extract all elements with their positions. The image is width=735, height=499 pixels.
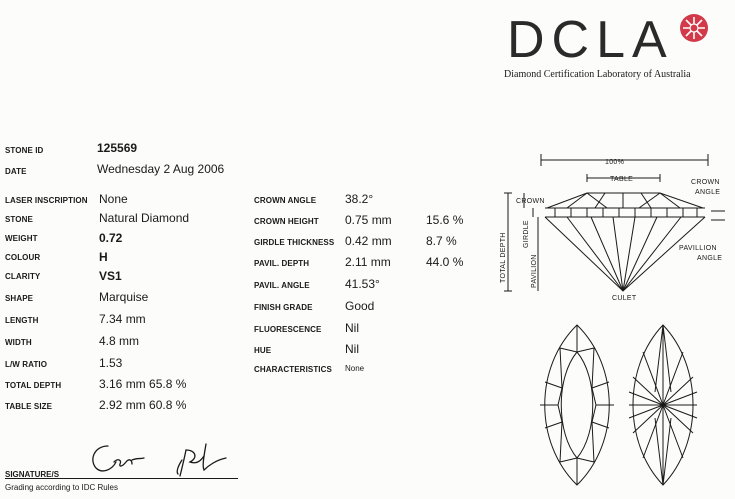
crown-height-label: CROWN HEIGHT: [254, 217, 319, 226]
crown-angle-diagram-label-line1: CROWN: [691, 179, 720, 186]
stone-value: Natural Diamond: [99, 211, 190, 225]
colour-label: COLOUR: [5, 253, 41, 262]
signature-line: [5, 478, 238, 479]
stone-id-label: STONE ID: [5, 146, 44, 155]
shape-value: Marquise: [99, 290, 149, 304]
lab-full-name: Diamond Certification Laboratory of Australia: [504, 69, 691, 80]
handwritten-signatures: [86, 436, 236, 478]
crown-height-percent: 15.6 %: [426, 213, 464, 227]
stone-id-value: 125569: [97, 141, 138, 155]
girdle-thickness-value: 0.42 mm: [345, 234, 392, 248]
signature-label: SIGNATURE/S: [5, 470, 60, 479]
girdle-thickness-label: GIRDLE THICKNESS: [254, 238, 335, 247]
pavilion-diagram-label: PAVILION: [531, 254, 538, 288]
crown-diagram-label: CROWN: [516, 198, 545, 205]
fluorescence-label: FLUORESCENCE: [254, 325, 322, 334]
crown-height-value: 0.75 mm: [345, 213, 392, 227]
length-label: LENGTH: [5, 316, 39, 325]
pavil-depth-label: PAVIL. DEPTH: [254, 259, 310, 268]
total-depth-diagram-label: TOTAL DEPTH: [500, 232, 507, 283]
lab-logo: DCLA: [507, 11, 674, 69]
weight-label: WEIGHT: [5, 234, 38, 243]
finish-grade-label: FINISH GRADE: [254, 303, 313, 312]
culet-diagram-label: CULET: [612, 295, 637, 302]
grading-note: Grading according to IDC Rules: [5, 483, 118, 492]
finish-grade-value: Good: [345, 299, 375, 313]
shape-label: SHAPE: [5, 294, 34, 303]
width-percent-label: 100%: [605, 159, 625, 166]
hue-label: HUE: [254, 346, 272, 355]
pavil-angle-label: PAVIL. ANGLE: [254, 281, 310, 290]
width-label: WIDTH: [5, 338, 32, 347]
clarity-value: VS1: [99, 269, 122, 283]
pavillion-angle-diagram-label-line1: PAVILLION: [679, 245, 717, 252]
clarity-label: CLARITY: [5, 272, 41, 281]
hue-value: Nil: [345, 342, 359, 356]
fluorescence-value: Nil: [345, 321, 359, 335]
table-size-label: TABLE SIZE: [5, 402, 53, 411]
logo-star-icon: [678, 12, 710, 44]
table-diagram-label: TABLE: [610, 176, 634, 183]
total-depth-label: TOTAL DEPTH: [5, 381, 62, 390]
pavil-depth-value: 2.11 mm: [345, 255, 391, 269]
date-label: DATE: [5, 167, 27, 176]
diamond-profile-diagram: [495, 148, 735, 308]
crown-angle-diagram-label-line2: ANGLE: [695, 189, 721, 196]
lw-ratio-value: 1.53: [99, 356, 123, 370]
girdle-diagram-label: GIRDLE: [523, 220, 530, 248]
marquise-crown-view-diagram: [536, 322, 618, 488]
crown-angle-label: CROWN ANGLE: [254, 196, 317, 205]
pavil-angle-value: 41.53°: [345, 277, 380, 291]
pavil-depth-percent: 44.0 %: [426, 255, 464, 269]
characteristics-label: CHARACTERISTICS: [254, 365, 332, 374]
pavillion-angle-diagram-label-line2: ANGLE: [697, 255, 723, 262]
width-value: 4.8 mm: [99, 334, 140, 348]
stone-label: STONE: [5, 215, 33, 224]
crown-angle-value: 38.2°: [345, 192, 374, 206]
laser-inscription-value: None: [99, 192, 128, 206]
table-size-value: 2.92 mm 60.8 %: [99, 398, 187, 412]
total-depth-value: 3.16 mm 65.8 %: [99, 377, 187, 391]
characteristics-value: None: [345, 364, 365, 373]
weight-value: 0.72: [99, 231, 123, 245]
length-value: 7.34 mm: [99, 312, 146, 326]
laser-inscription-label: LASER INSCRIPTION: [5, 196, 88, 205]
girdle-thickness-percent: 8.7 %: [426, 234, 457, 248]
marquise-pavilion-view-diagram: [625, 322, 701, 488]
colour-value: H: [99, 250, 108, 264]
lw-ratio-label: L/W RATIO: [5, 360, 48, 369]
date-value: Wednesday 2 Aug 2006: [97, 162, 225, 176]
